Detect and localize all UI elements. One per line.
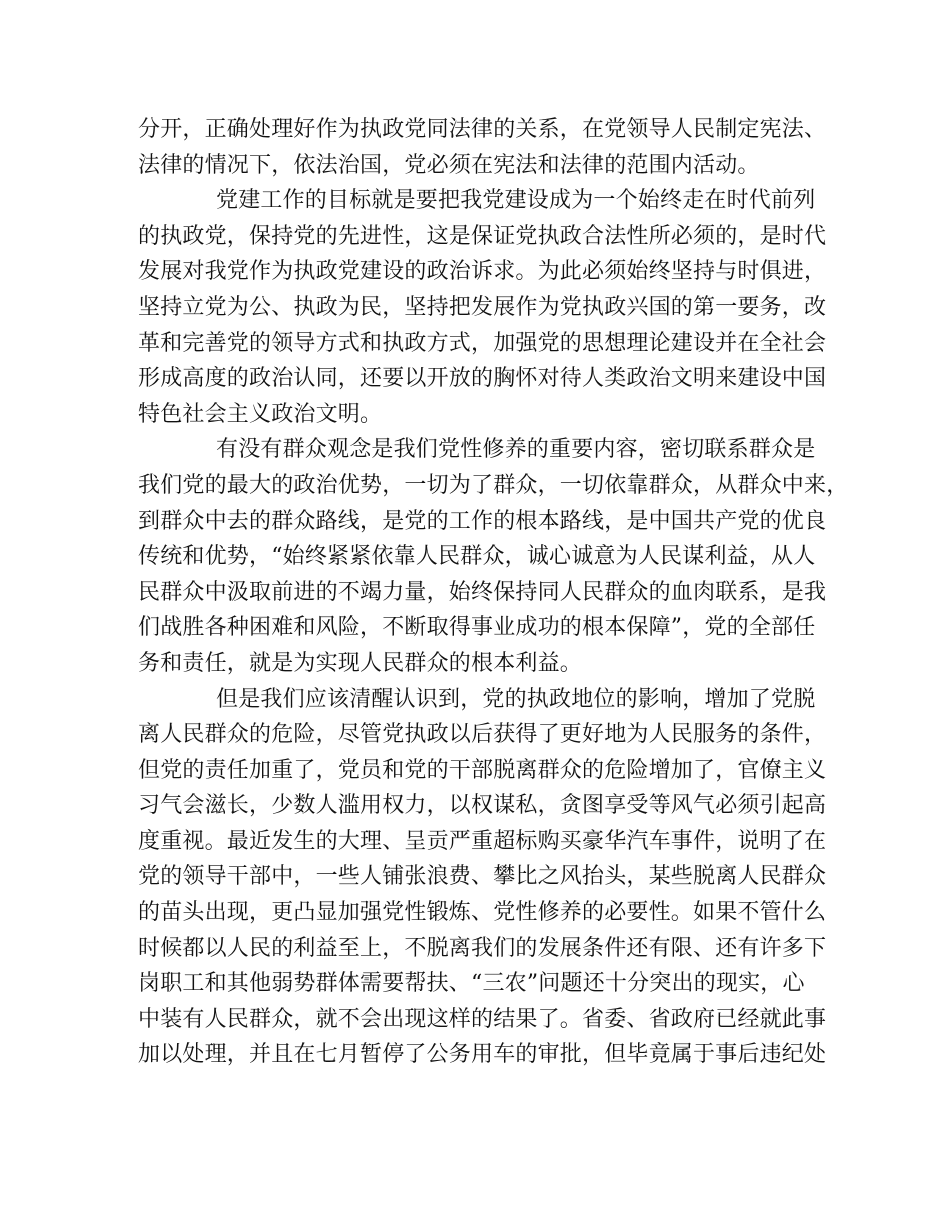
paragraph — [138, 112, 828, 183]
text-line: 时候都以人民的利益至上，不脱离我们的发展条件还有限、还有许多下 — [138, 935, 827, 961]
text-line: 中装有人民群众，就不会出现这样的结果了。省委、省政府已经就此事 — [138, 1006, 827, 1032]
text-line: 的苗头出现，更凸显加强党性锻炼、党性修养的必要性。如果不管什么 — [138, 900, 827, 926]
text-line: 党的领导干部中，一些人铺张浪费、攀比之风抬头，某些脱离人民群众 — [138, 864, 827, 890]
paragraph — [138, 183, 828, 432]
paragraph — [138, 432, 849, 681]
text-line: 务和责任，就是为实现人民群众的根本利益。 — [138, 650, 583, 676]
text-line: 革和完善党的领导方式和执政方式，加强党的思想理论建设并在全社会 — [138, 330, 827, 356]
text-line: 坚持立党为公、执政为民，坚持把发展作为党执政兴国的第一要务，改 — [138, 294, 827, 320]
text-line: 们战胜各种困难和风险，不断取得事业成功的根本保障”，党的全部任 — [138, 615, 816, 641]
text-line: 我们党的最大的政治优势，一切为了群众，一切依靠群众，从群众中来， — [138, 472, 849, 498]
paragraph — [138, 682, 828, 1074]
text-line: 有没有群众观念是我们党性修养的重要内容，密切联系群众是 — [216, 437, 816, 463]
text-line: 岗职工和其他弱势群体需要帮扶、“三农”问题还十分突出的现实，心 — [138, 971, 805, 997]
text-line: 民群众中汲取前进的不竭力量，始终保持同人民群众的血肉联系，是我 — [138, 579, 827, 605]
text-line: 形成高度的政治认同，还要以开放的胸怀对待人类政治文明来建设中国 — [138, 366, 827, 392]
text-line: 度重视。最近发生的大理、呈贡严重超标购买豪华汽车事件，说明了在 — [138, 828, 827, 854]
text-line: 到群众中去的群众路线，是党的工作的根本路线，是中国共产党的优良 — [138, 508, 827, 534]
text-line: 但党的责任加重了，党员和党的干部脱离群众的危险增加了，官僚主义 — [138, 757, 827, 783]
text-line: 党建工作的目标就是要把我党建设成为一个始终走在时代前列 — [216, 188, 816, 214]
text-line: 法律的情况下，依法治国，党必须在宪法和法律的范围内活动。 — [138, 152, 760, 178]
text-line: 习气会滋长，少数人滥用权力，以权谋私，贪图享受等风气必须引起高 — [138, 793, 827, 819]
text-line: 的执政党，保持党的先进性，这是保证党执政合法性所必须的，是时代 — [138, 223, 827, 249]
document-body — [138, 112, 849, 1073]
text-line: 离人民群众的危险，尽管党执政以后获得了更好地为人民服务的条件， — [138, 722, 827, 748]
text-line: 传统和优势，“始终紧紧依靠人民群众，诚心诚意为人民谋利益，从人 — [138, 544, 816, 570]
text-line: 分开，正确处理好作为执政党同法律的关系，在党领导人民制定宪法、 — [138, 117, 827, 142]
text-line: 但是我们应该清醒认识到，党的执政地位的影响，增加了党脱 — [216, 686, 816, 712]
text-line: 发展对我党作为执政党建设的政治诉求。为此必须始终坚持与时俱进， — [138, 259, 827, 285]
text-line: 特色社会主义政治文明。 — [138, 401, 383, 427]
text-line: 加以处理，并且在七月暂停了公务用车的审批，但毕竟属于事后违纪处 — [138, 1042, 827, 1068]
